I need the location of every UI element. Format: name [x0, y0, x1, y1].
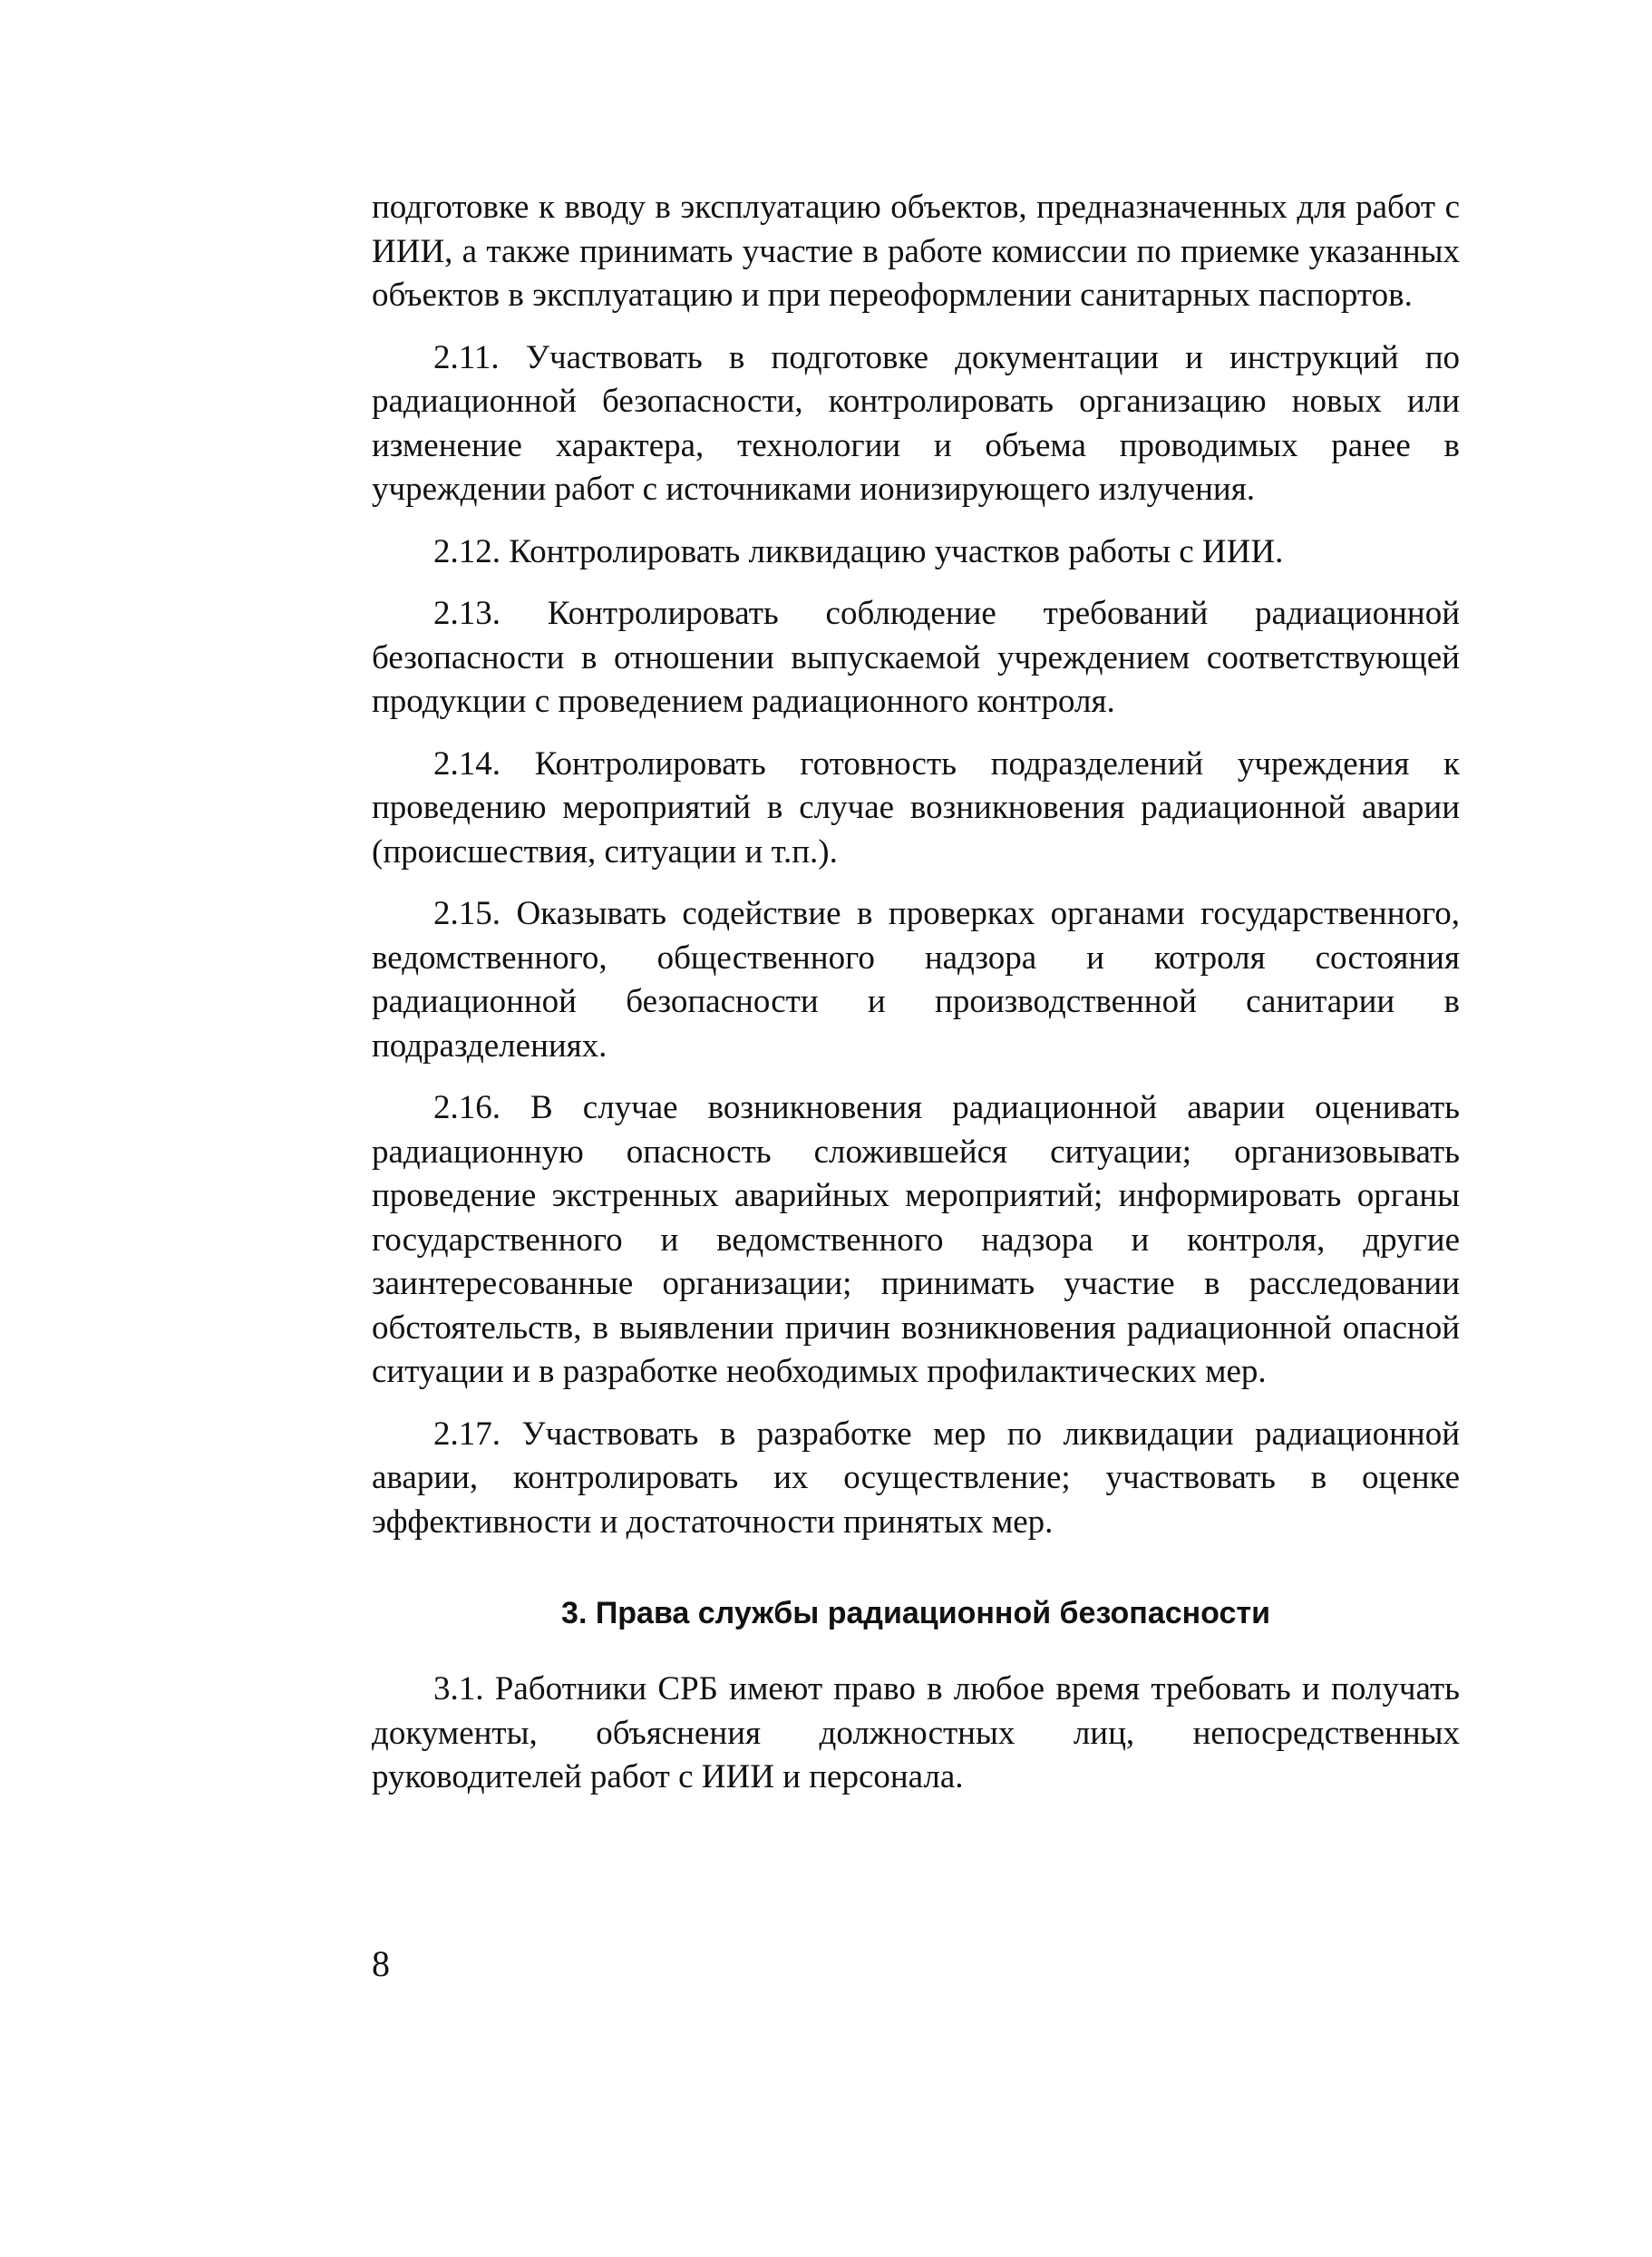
- paragraph-text: В случае возникновения радиационной аварии оценивать радиационную опасность сложившейся ситуации; организовывать проведение экстренных аварийных мероприятий; информировать органы государственного и ведомственного надзора и контроля, другие заинтересованные организации; принимать участие в расследовании обстоятельств, в выявлении причин возникновения радиационной опасной ситуации и в разработке необходимых профилактических мер.: [372, 1089, 1460, 1390]
- document-body: [372, 186, 1460, 1818]
- paragraph-2-13: [372, 592, 1460, 725]
- paragraph-2-17: [372, 1413, 1460, 1545]
- paragraph-number: 2.15.: [433, 895, 500, 932]
- paragraph-text: Контролировать соблюдение требований радиационной безопасности в отношении выпускаемой учреждением соответствующей продукции с проведением радиационного контроля.: [372, 595, 1460, 720]
- paragraph-3-1: [372, 1668, 1460, 1800]
- paragraph-text: Участвовать в разработке мер по ликвидации радиационной аварии, контролировать их осуществление; участвовать в оценке эффективности и достаточности принятых мер.: [372, 1415, 1461, 1541]
- paragraph-number: 3.1.: [433, 1670, 484, 1707]
- section-heading: 3. Права службы радиационной безопасности: [561, 1596, 1270, 1630]
- paragraph-2-12: [372, 530, 1460, 575]
- paragraph-text: Оказывать содействие в проверках органами государственного, ведомственного, общественного надзора и котроля состояния радиационной безопасности и производственной санитарии в подразделениях.: [372, 895, 1461, 1065]
- paragraph-text: Контролировать готовность подразделений учреждения к проведению мероприятий в случае возникновения радиационной аварии (происшествия, ситуации и т.п.).: [372, 744, 1461, 871]
- paragraph-number: 2.11.: [433, 338, 500, 376]
- paragraph-number: 2.14.: [433, 744, 500, 783]
- paragraph-number: 2.16.: [433, 1089, 500, 1126]
- paragraph-text: Работники СРБ имеют право в любое время требовать и получать документы, объяснения должностных лиц, непосредственных руководителей работ с ИИИ и персонала.: [372, 1670, 1461, 1795]
- paragraph-text: Участвовать в подготовке документации и инструкций по радиационной безопасности, контролировать организацию новых или изменение характера, технологии и объема проводимых ранее в учреждении работ с источниками ионизирующего излучения.: [372, 338, 1461, 508]
- page-number: 8: [372, 1943, 390, 1984]
- paragraph-number: 2.12.: [433, 532, 500, 570]
- paragraph-2-14: [372, 743, 1460, 875]
- paragraph-number: 2.13.: [433, 595, 500, 632]
- paragraph-text: подготовке к вводу в эксплуатацию объектов, предназначенных для работ с ИИИ, а также принимать участие в работе комиссии по приемке указанных объектов в эксплуатацию и при переоформлении санитарных паспортов.: [372, 189, 1460, 314]
- paragraph-2-11: [372, 336, 1460, 512]
- paragraph-number: 2.17.: [433, 1415, 500, 1453]
- paragraph-continued: [372, 186, 1460, 318]
- paragraph-2-15: [372, 892, 1460, 1068]
- paragraph-2-16: [372, 1086, 1460, 1395]
- paragraph-text: Контролировать ликвидацию участков работы с ИИИ.: [509, 532, 1284, 570]
